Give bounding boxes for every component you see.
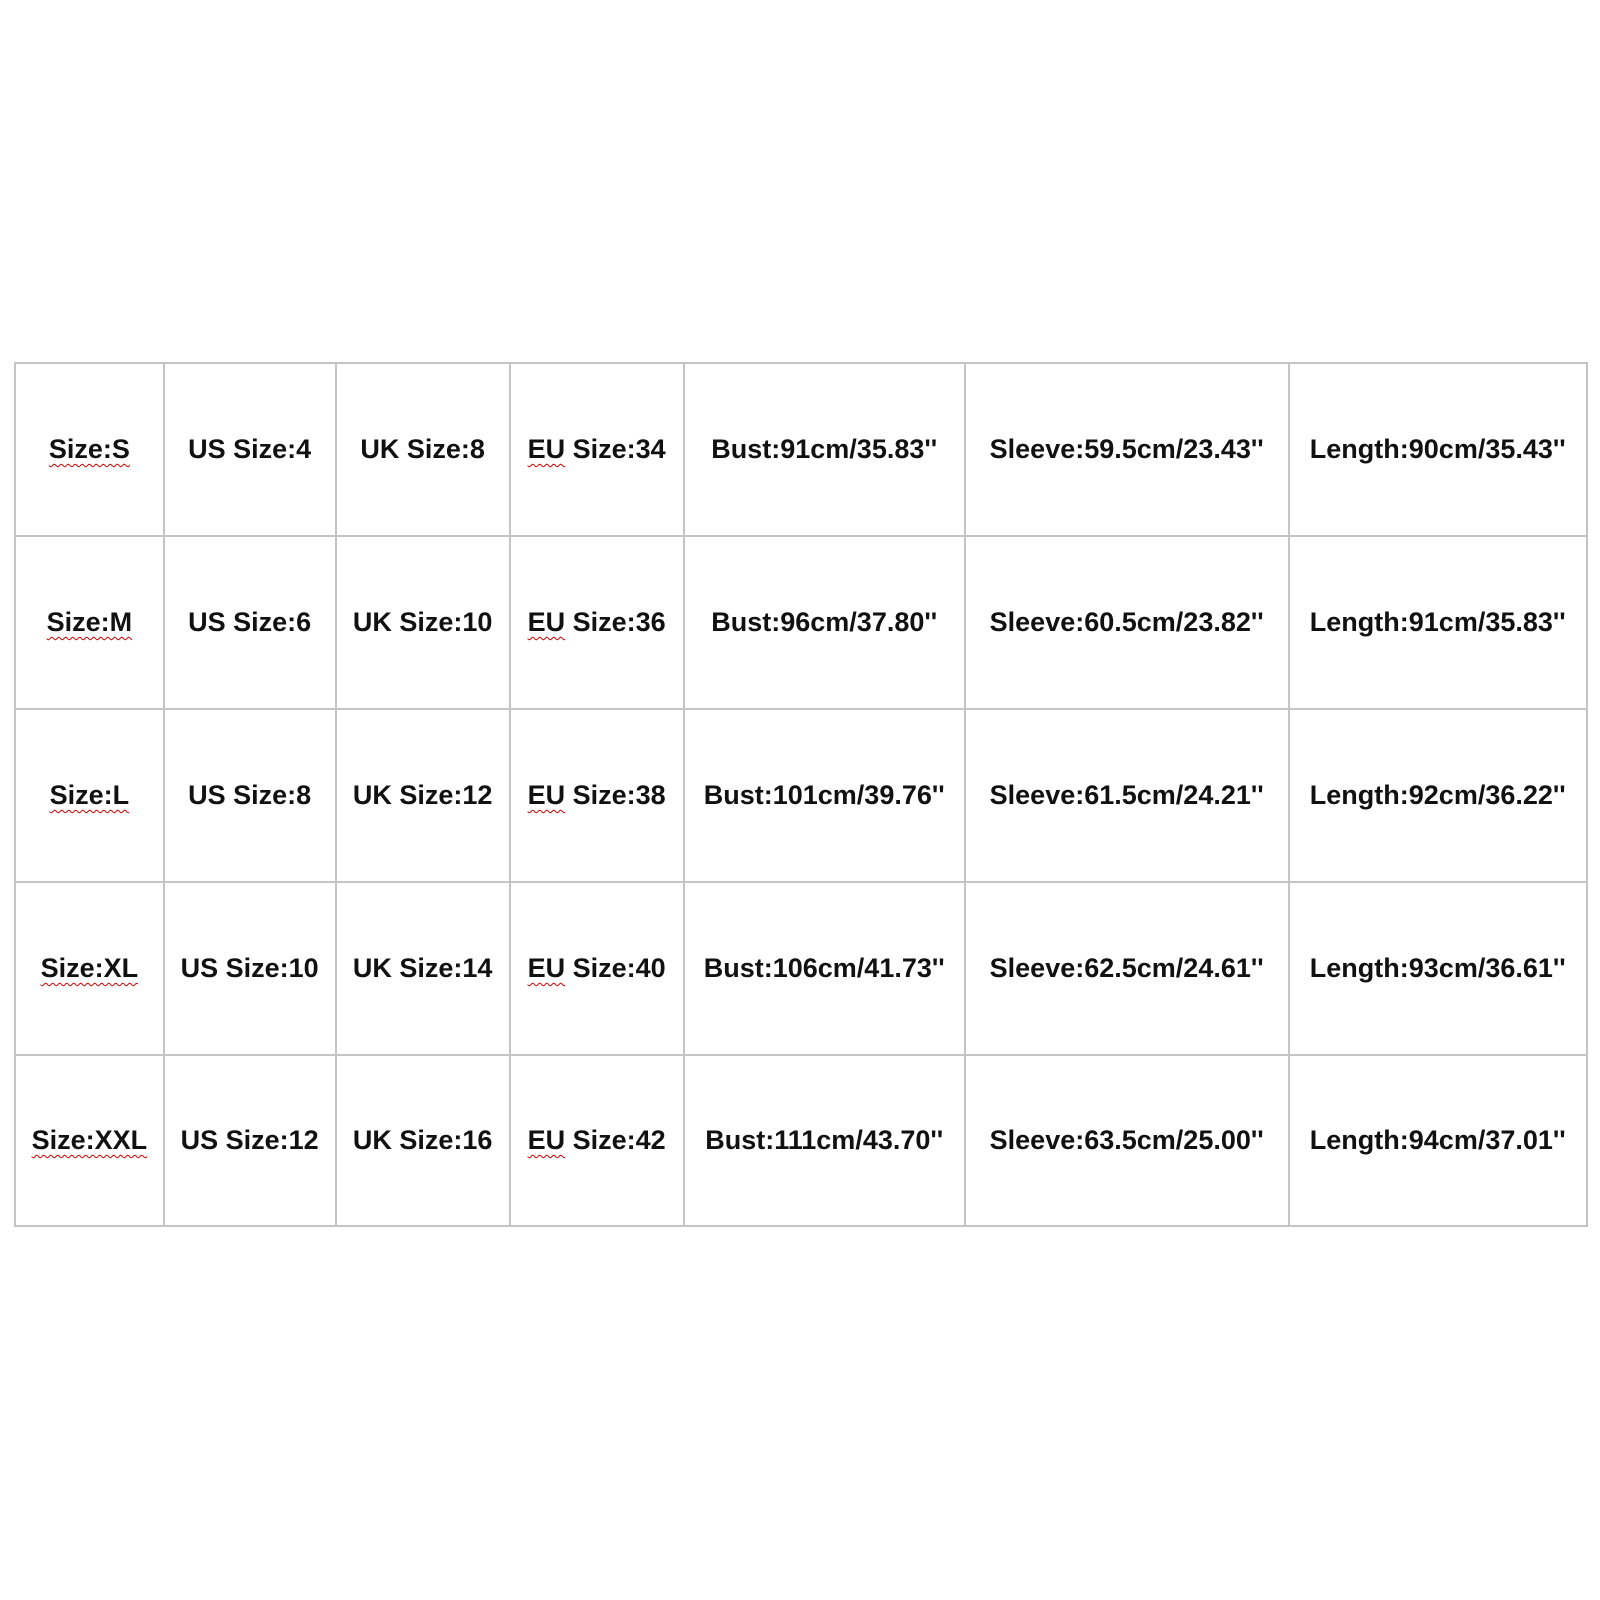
size-label: Size:XL <box>40 953 139 983</box>
eu-size-value: Size:36 <box>565 607 666 637</box>
size-label: Size:S <box>48 434 130 464</box>
eu-size-cell <box>510 536 684 709</box>
sleeve-cell: Sleeve:62.5cm/24.61'' <box>965 882 1289 1055</box>
bust-cell: Bust:106cm/41.73'' <box>684 882 965 1055</box>
size-label-cell <box>15 363 164 536</box>
length-cell: Length:90cm/35.43'' <box>1289 363 1587 536</box>
uk-size-cell: UK Size:8 <box>336 363 510 536</box>
length-cell: Length:94cm/37.01'' <box>1289 1055 1587 1226</box>
uk-size-cell: UK Size:14 <box>336 882 510 1055</box>
bust-cell: Bust:101cm/39.76'' <box>684 709 965 882</box>
length-cell: Length:91cm/35.83'' <box>1289 536 1587 709</box>
eu-size-cell <box>510 882 684 1055</box>
size-label-cell <box>15 536 164 709</box>
uk-size-cell: UK Size:10 <box>336 536 510 709</box>
eu-size-cell <box>510 363 684 536</box>
table-row <box>15 363 1587 536</box>
size-label-cell <box>15 709 164 882</box>
table-row <box>15 536 1587 709</box>
length-cell: Length:93cm/36.61'' <box>1289 882 1587 1055</box>
eu-size-value: Size:38 <box>565 780 666 810</box>
bust-cell: Bust:96cm/37.80'' <box>684 536 965 709</box>
eu-size-cell <box>510 1055 684 1226</box>
eu-size-value: Size:42 <box>565 1125 666 1155</box>
sleeve-cell: Sleeve:59.5cm/23.43'' <box>965 363 1289 536</box>
table-row <box>15 882 1587 1055</box>
eu-label: EU <box>527 953 566 983</box>
bust-cell: Bust:91cm/35.83'' <box>684 363 965 536</box>
eu-label: EU <box>527 434 566 464</box>
sleeve-cell: Sleeve:60.5cm/23.82'' <box>965 536 1289 709</box>
size-label: Size:XXL <box>31 1125 148 1155</box>
size-label-cell <box>15 1055 164 1226</box>
us-size-cell: US Size:4 <box>164 363 336 536</box>
sleeve-cell: Sleeve:61.5cm/24.21'' <box>965 709 1289 882</box>
eu-size-value: Size:40 <box>565 953 666 983</box>
us-size-cell: US Size:8 <box>164 709 336 882</box>
size-chart-table <box>14 362 1588 1227</box>
uk-size-cell: UK Size:16 <box>336 1055 510 1226</box>
us-size-cell: US Size:10 <box>164 882 336 1055</box>
uk-size-cell: UK Size:12 <box>336 709 510 882</box>
size-label: Size:L <box>49 780 130 810</box>
size-label-cell <box>15 882 164 1055</box>
size-label: Size:M <box>46 607 133 637</box>
eu-label: EU <box>527 1125 566 1155</box>
eu-label: EU <box>527 780 566 810</box>
eu-size-cell <box>510 709 684 882</box>
us-size-cell: US Size:12 <box>164 1055 336 1226</box>
sleeve-cell: Sleeve:63.5cm/25.00'' <box>965 1055 1289 1226</box>
table-row <box>15 1055 1587 1226</box>
eu-label: EU <box>527 607 566 637</box>
us-size-cell: US Size:6 <box>164 536 336 709</box>
eu-size-value: Size:34 <box>565 434 666 464</box>
table-row <box>15 709 1587 882</box>
bust-cell: Bust:111cm/43.70'' <box>684 1055 965 1226</box>
length-cell: Length:92cm/36.22'' <box>1289 709 1587 882</box>
